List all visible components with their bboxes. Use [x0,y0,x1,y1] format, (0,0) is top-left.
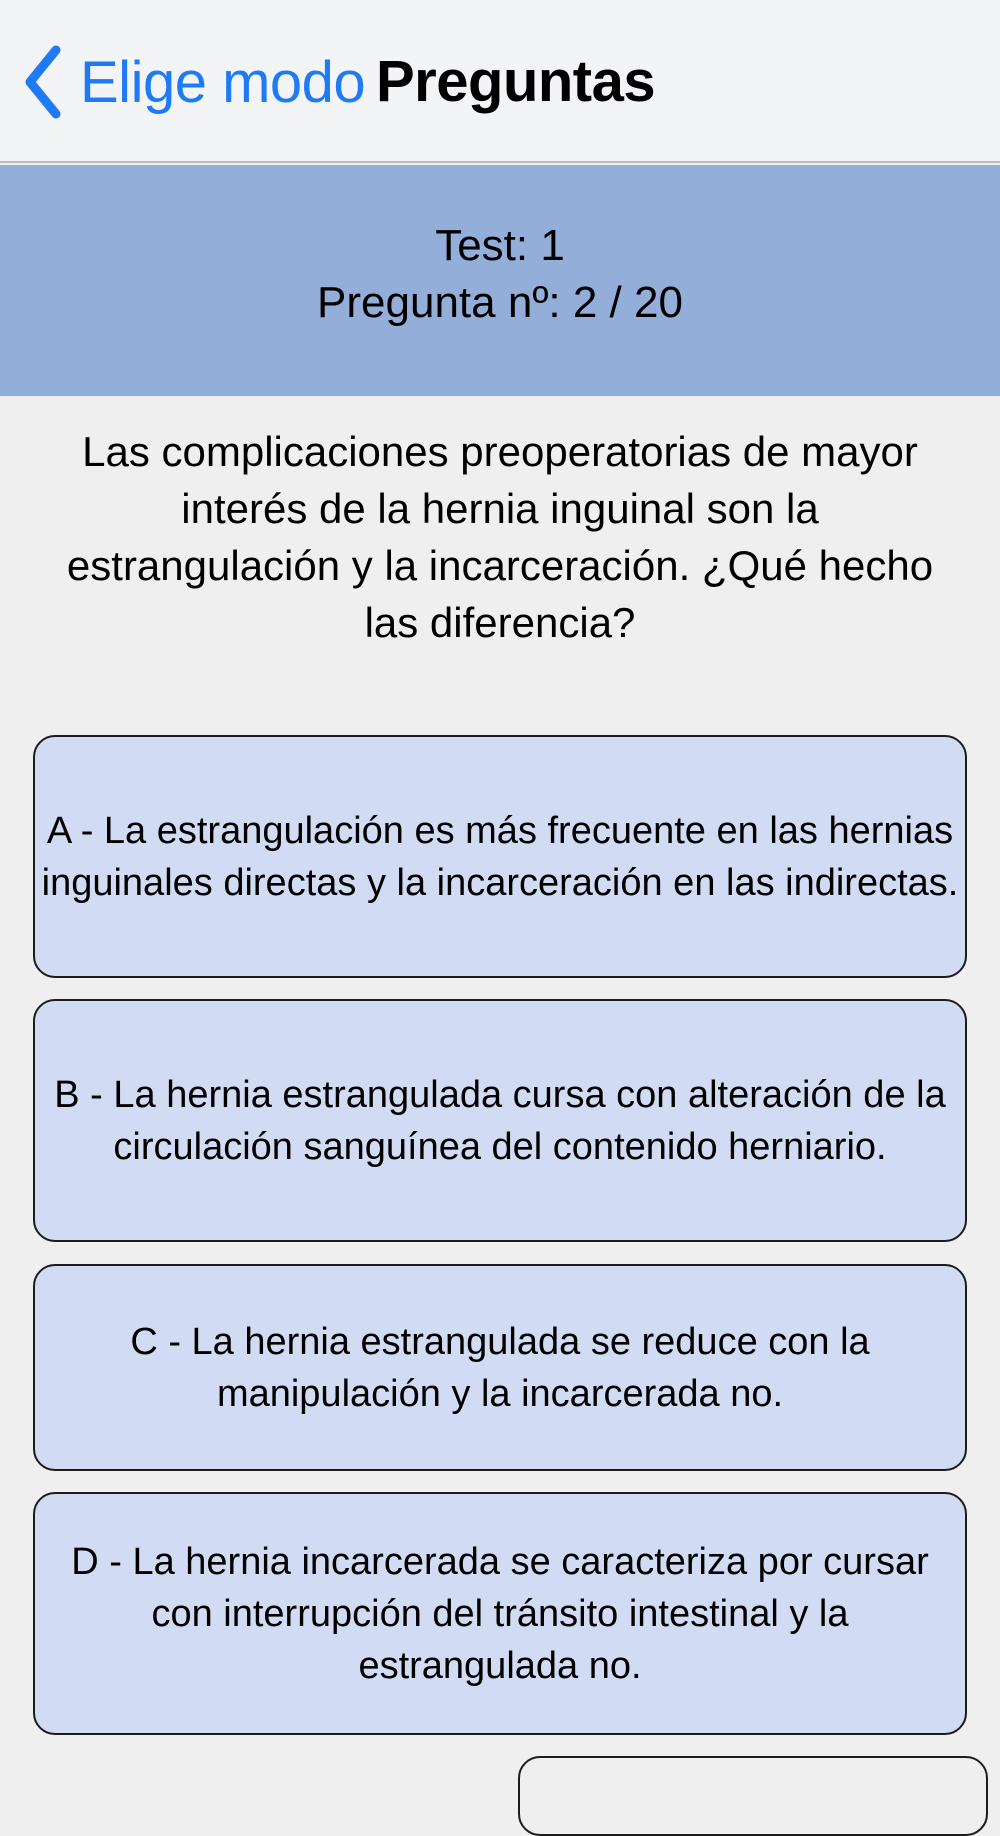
answer-option-label: D - La hernia incarcerada se caracteriza por cursar con interrupción del tránsito intestinal y la estrangulada no. [71,1540,929,1687]
test-info-panel [0,165,1000,396]
answer-option-c[interactable] [33,1264,967,1471]
chevron-left-icon [22,44,64,120]
next-button[interactable] [518,1756,988,1836]
back-button-label: Elige modo [80,49,366,115]
test-number: Test: 1 [435,221,565,270]
answer-option-b[interactable] [33,999,967,1242]
question-text: Las complicaciones preoperatorias de mayor interés de la hernia inguinal son la estrangulación y la incarceración. ¿Qué hecho las diferencia? [66,428,934,646]
navigation-bar [0,0,1000,163]
answer-option-label: B - La hernia estrangulada cursa con alteración de la circulación sanguínea del contenido herniario. [54,1073,946,1168]
answer-option-d[interactable] [33,1492,967,1735]
page-title: Preguntas [376,49,656,114]
answer-option-label: C - La hernia estrangulada se reduce con la manipulación y la incarcerada no. [130,1320,870,1415]
answer-option-label: A - La estrangulación es más frecuente en las hernias inguinales directas y la incarceración en las indirectas. [41,809,959,904]
question-counter: Pregunta nº: 2 / 20 [317,278,683,327]
back-button[interactable] [22,40,365,124]
answer-option-a[interactable] [33,735,967,978]
